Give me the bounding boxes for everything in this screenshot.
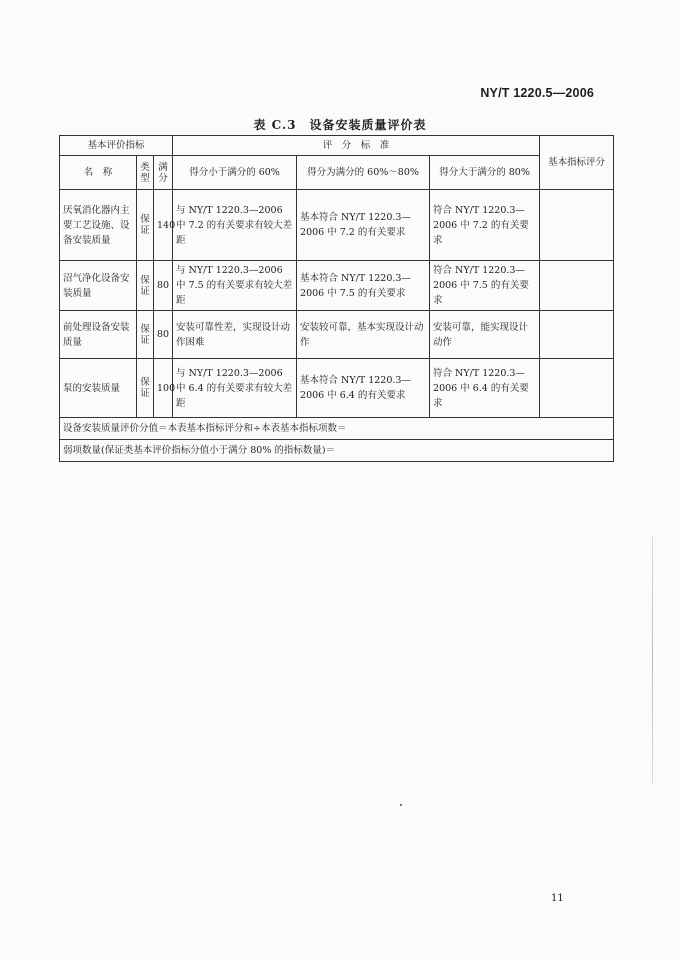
row-high: 符合 NY/T 1220.3—2006 中 6.4 的有关要求 — [430, 359, 540, 418]
row-full-score: 80 — [154, 311, 173, 359]
row-low: 与 NY/T 1220.3—2006 中 6.4 的有关要求有较大差距 — [173, 359, 297, 418]
summary-evaluation-score: 设备安装质量评价分值＝本表基本指标评分和÷本表基本指标项数＝ — [60, 418, 614, 440]
row-type: 保证 — [137, 359, 154, 418]
row-name: 前处理设备安装质量 — [60, 311, 137, 359]
row-low: 安装可靠性差，实现设计动作困难 — [173, 311, 297, 359]
row-name: 厌氧消化器内主要工艺设施、设备安装质量 — [60, 190, 137, 261]
row-high: 符合 NY/T 1220.3—2006 中 7.2 的有关要求 — [430, 190, 540, 261]
page-number: 11 — [551, 893, 564, 904]
header-mid: 得分为满分的 60%～80% — [297, 156, 430, 190]
row-type: 保证 — [137, 261, 154, 311]
scan-artifact-dot — [400, 804, 402, 806]
row-full-score: 100 — [154, 359, 173, 418]
table-row — [60, 190, 614, 261]
standard-code: NY/T 1220.5—2006 — [480, 86, 594, 100]
header-low: 得分小于满分的 60% — [173, 156, 297, 190]
header-basic-indicator: 基本评价指标 — [60, 136, 173, 156]
row-mid: 基本符合 NY/T 1220.3—2006 中 7.5 的有关要求 — [297, 261, 430, 311]
row-full-score: 140 — [154, 190, 173, 261]
header-score: 基本指标评分 — [540, 136, 614, 190]
scan-artifact-line — [652, 535, 653, 785]
evaluation-table — [59, 135, 614, 462]
row-full-score: 80 — [154, 261, 173, 311]
row-mid: 安装较可靠，基本实现设计动作 — [297, 311, 430, 359]
header-full-score: 满分 — [154, 156, 173, 190]
row-low: 与 NY/T 1220.3—2006 中 7.2 的有关要求有较大差距 — [173, 190, 297, 261]
row-high: 符合 NY/T 1220.3—2006 中 7.5 的有关要求 — [430, 261, 540, 311]
row-score — [540, 261, 614, 311]
row-name: 泵的安装质量 — [60, 359, 137, 418]
row-score — [540, 311, 614, 359]
header-type: 类型 — [137, 156, 154, 190]
table-row — [60, 311, 614, 359]
summary-weak-items: 弱项数量(保证类基本评价指标分值小于满分 80% 的指标数量)＝ — [60, 440, 614, 462]
row-type: 保证 — [137, 311, 154, 359]
table-row — [60, 261, 614, 311]
row-score — [540, 359, 614, 418]
header-name: 名 称 — [60, 156, 137, 190]
table-title: 表 C.3 设备安装质量评价表 — [253, 118, 427, 132]
row-low: 与 NY/T 1220.3—2006 中 7.5 的有关要求有较大差距 — [173, 261, 297, 311]
table-row — [60, 359, 614, 418]
row-score — [540, 190, 614, 261]
row-high: 安装可靠，能实现设计动作 — [430, 311, 540, 359]
row-type: 保证 — [137, 190, 154, 261]
row-name: 沼气净化设备安装质量 — [60, 261, 137, 311]
header-criteria: 评 分 标 准 — [173, 136, 540, 156]
row-mid: 基本符合 NY/T 1220.3—2006 中 7.2 的有关要求 — [297, 190, 430, 261]
header-high: 得分大于满分的 80% — [430, 156, 540, 190]
row-mid: 基本符合 NY/T 1220.3—2006 中 6.4 的有关要求 — [297, 359, 430, 418]
